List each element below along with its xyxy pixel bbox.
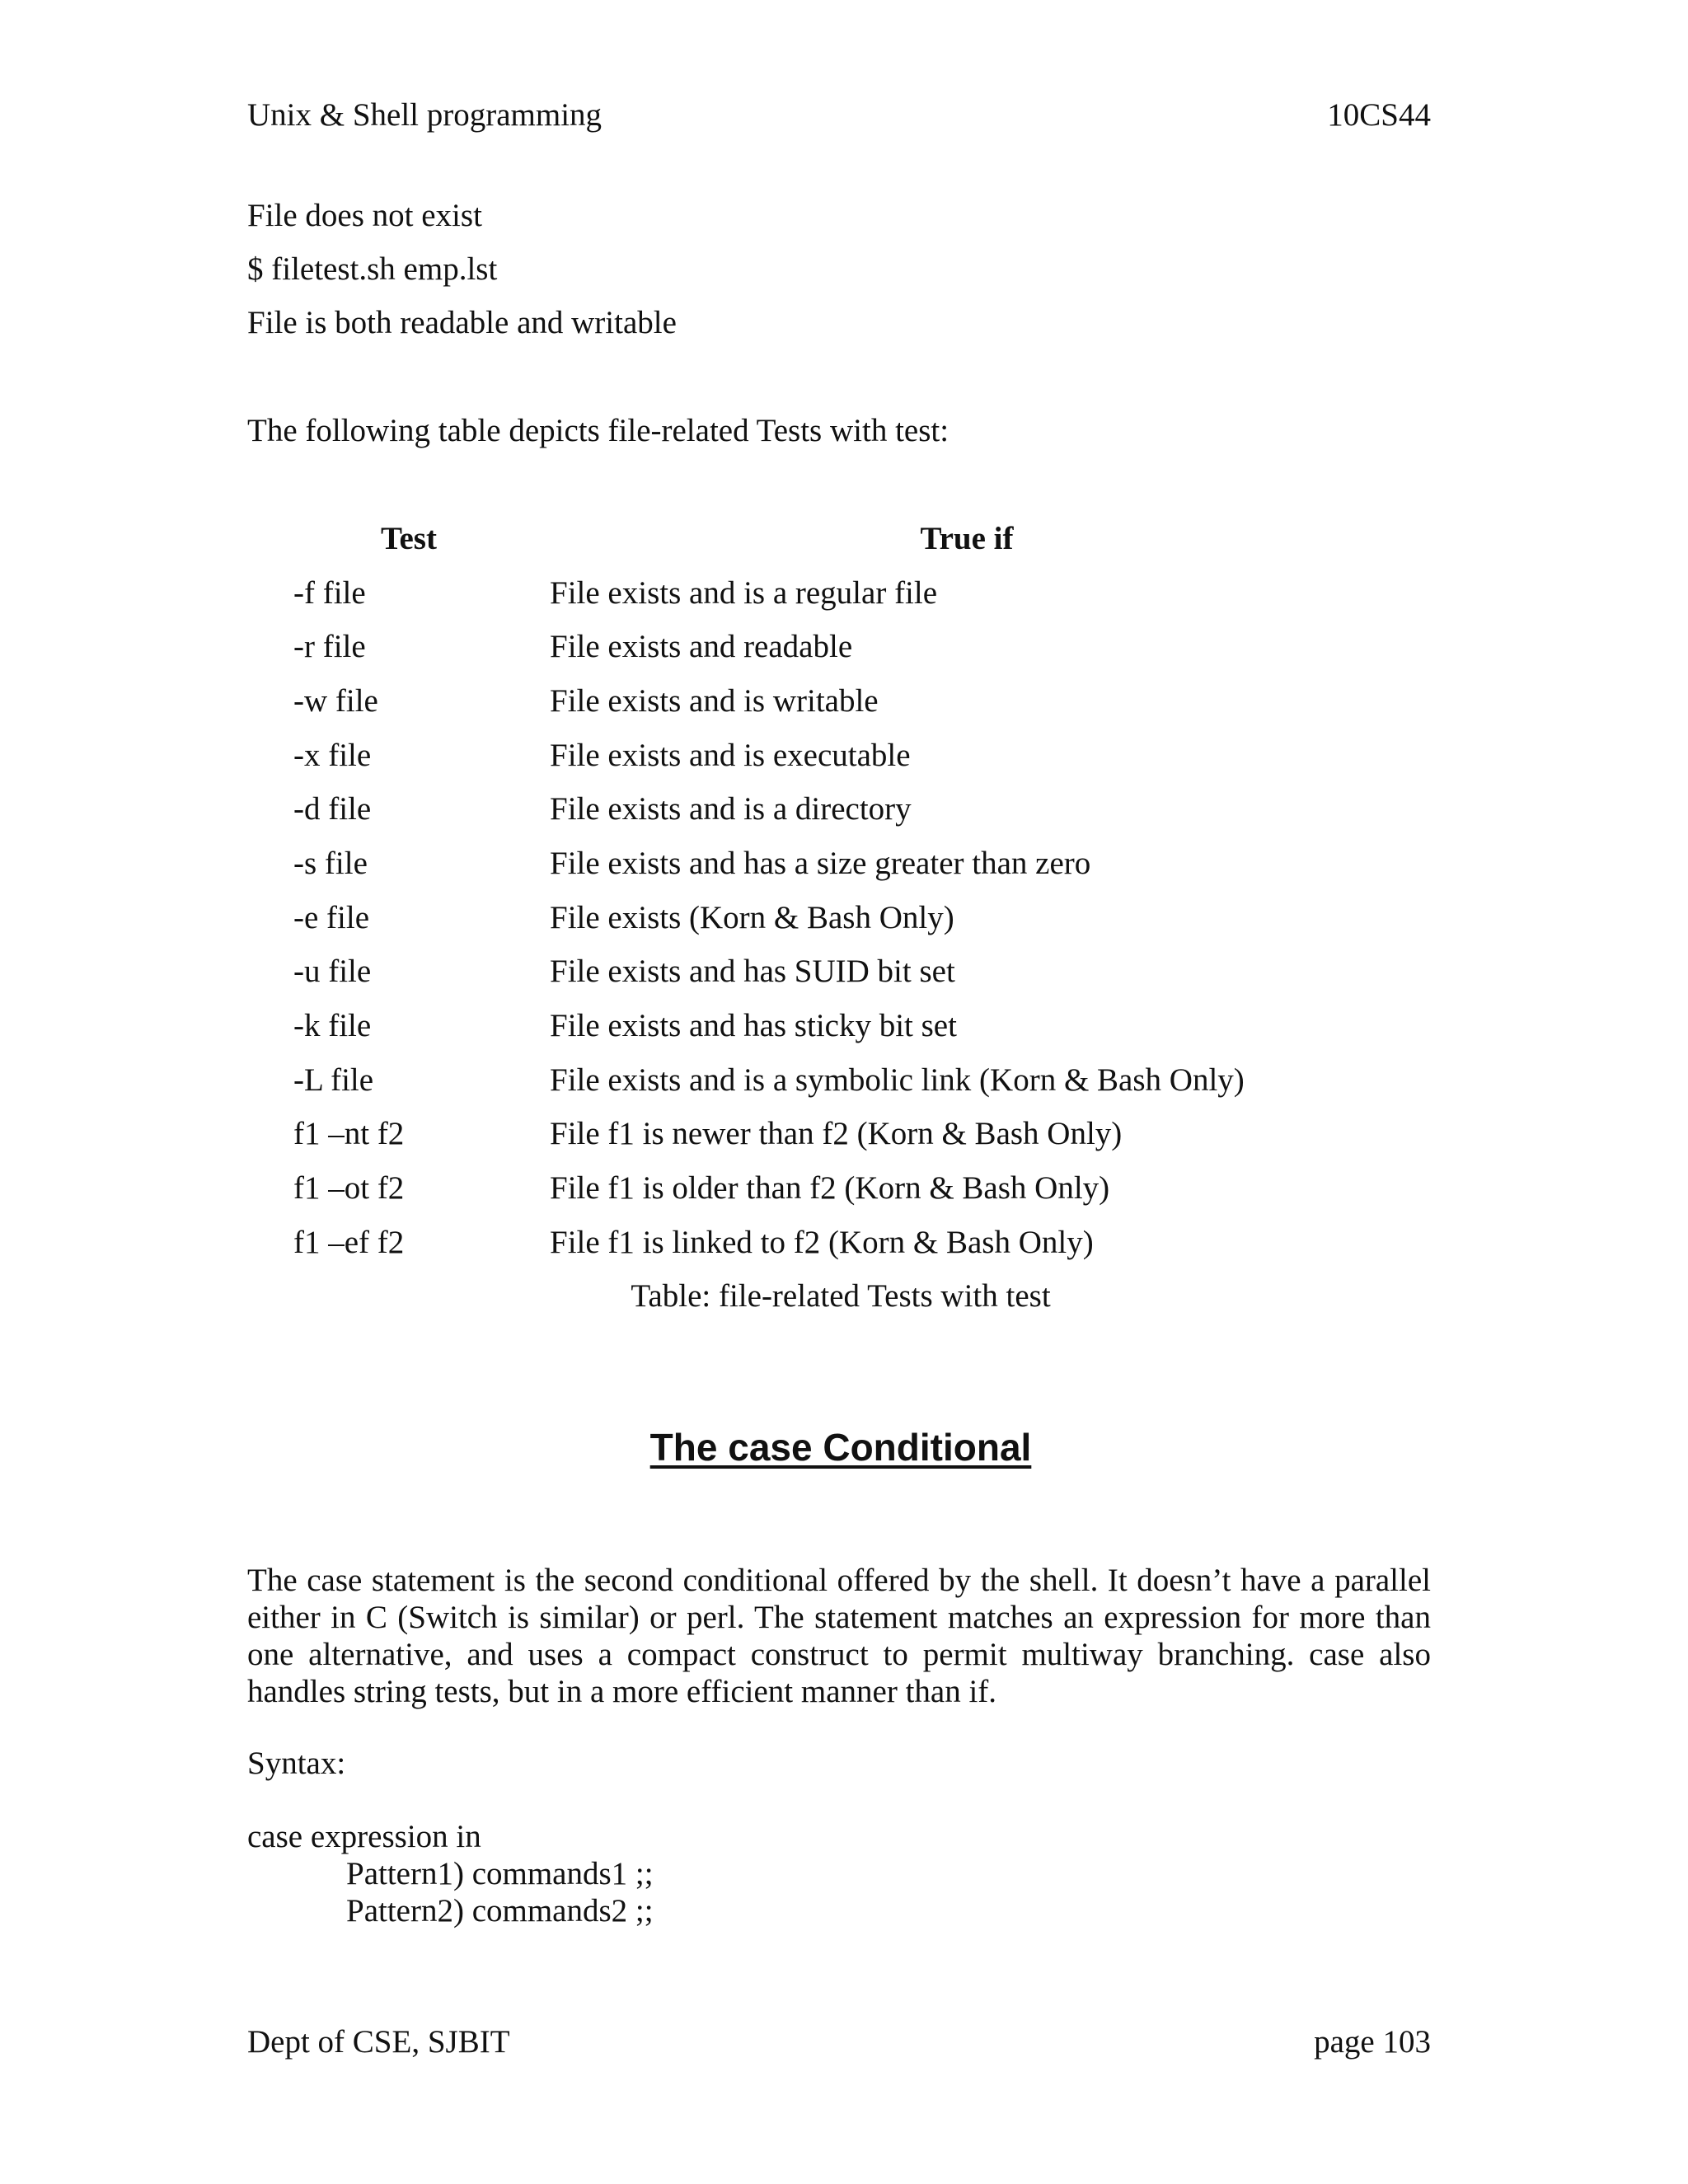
- table-cell-test: f1 –nt f2: [293, 1116, 405, 1151]
- table-cell-description: File exists and readable: [550, 629, 853, 664]
- table-cell-test: -L file: [293, 1062, 374, 1098]
- table-cell-description: File f1 is linked to f2 (Korn & Bash Only): [550, 1225, 1094, 1260]
- table-cell-test: -w file: [293, 683, 378, 719]
- table-cell-description: File exists and is writable: [550, 683, 879, 719]
- table-cell-test: -r file: [293, 629, 366, 664]
- table-cell-description: File exists and has SUID bit set: [550, 954, 955, 989]
- table-cell-description: File exists and is a regular file: [550, 575, 938, 611]
- table-cell-test: -s file: [293, 846, 368, 881]
- header-title: Unix & Shell programming: [247, 97, 603, 133]
- table-cell-test: -x file: [293, 738, 372, 773]
- table-cell-description: File exists and is a symbolic link (Korn & Bash Only): [550, 1062, 1245, 1098]
- table-caption: Table: file-related Tests with test: [631, 1278, 1051, 1314]
- table-cell-description: File exists (Korn & Bash Only): [550, 900, 954, 935]
- section-heading: The case Conditional: [649, 1426, 1032, 1469]
- table-cell-test: -u file: [293, 954, 372, 989]
- table-cell-test: -d file: [293, 791, 372, 827]
- code-line: case expression in: [247, 1819, 481, 1854]
- table-cell-description: File f1 is newer than f2 (Korn & Bash Only): [550, 1116, 1123, 1151]
- table-cell-description: File exists and has a size greater than zero: [550, 846, 1091, 881]
- table-cell-description: File exists and is a directory: [550, 791, 912, 827]
- code-line: Pattern1) commands1 ;;: [346, 1856, 654, 1891]
- intro-line: File does not exist: [247, 198, 482, 233]
- header-course-code: 10CS44: [1327, 97, 1431, 133]
- table-cell-description: File f1 is older than f2 (Korn & Bash Only): [550, 1170, 1110, 1206]
- table-cell-test: f1 –ot f2: [293, 1170, 405, 1206]
- body-paragraph: The case statement is the second conditional offered by the shell. It doesn’t have a parallel either in C (Switch is similar) or perl. The statement matches an expression for more than one alternative, and uses a compact construct to permit multiway branching. case also handles string tests, but in a more efficient manner than if.: [247, 1563, 1431, 1709]
- table-cell-test: f1 –ef f2: [293, 1225, 405, 1260]
- table-header-true-if: True if: [920, 521, 1014, 556]
- table-cell-description: File exists and has sticky bit set: [550, 1008, 957, 1043]
- table-cell-test: -f file: [293, 575, 366, 611]
- table-header-test: Test: [381, 521, 437, 556]
- table-cell-test: -k file: [293, 1008, 372, 1043]
- table-cell-description: File exists and is executable: [550, 738, 911, 773]
- table-intro: The following table depicts file-related Tests with test:: [247, 413, 950, 448]
- table-cell-test: -e file: [293, 900, 370, 935]
- intro-line: File is both readable and writable: [247, 305, 677, 340]
- footer-page-number: page 103: [1314, 2024, 1431, 2060]
- code-line: Pattern2) commands2 ;;: [346, 1893, 654, 1929]
- syntax-label: Syntax:: [247, 1746, 346, 1781]
- intro-line: $ filetest.sh emp.lst: [247, 251, 498, 287]
- footer-department: Dept of CSE, SJBIT: [247, 2024, 510, 2060]
